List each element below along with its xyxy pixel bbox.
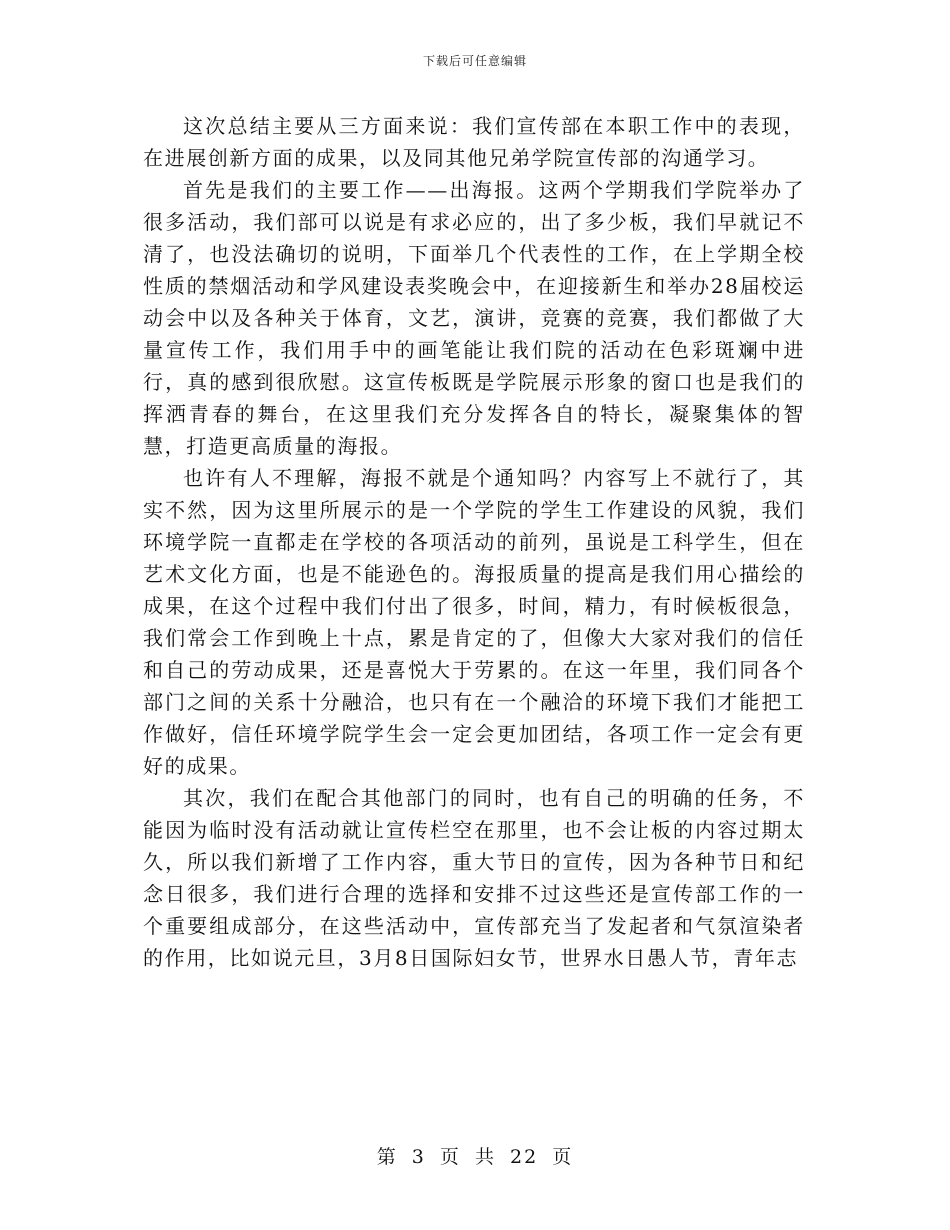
page-number-footer: 第 3 页 共 22 页 (376, 1146, 574, 1168)
page-header-note: 下载后可任意编辑 (422, 54, 527, 68)
document-body (143, 110, 805, 974)
paragraph-poster-quality: 也许有人不理解，海报不就是个通知吗？内容写上不就行了，其实不然，因为这里所展示的是一个学院的学生工作建设的风貌，我们环境学院一直都走在学校的各项活动的前列，虽说是工科学生，但在艺术文化方面，也是不能逊色的。海报质量的提高是我们用心描绘的成果，在这个过程中我们付出了很多，时间，精力，有时候板很急，我们常会工作到晚上十点，累是肯定的了，但像大大家对我们的信任和自己的劳动成果，还是喜悦大于劳累的。在这一年里，我们同各个部门之间的关系十分融洽，也只有在一个融洽的环境下我们才能把工作做好，信任环境学院学生会一定会更加团结，各项工作一定会有更好的成果。 (143, 466, 805, 778)
paragraph-summary-intro: 这次总结主要从三方面来说：我们宣传部在本职工作中的表现，在进展创新方面的成果，以及同其他兄弟学院宣传部的沟通学习。 (143, 114, 805, 170)
paragraph-posters-work: 首先是我们的主要工作——出海报。这两个学期我们学院举办了很多活动，我们部可以说是有求必应的，出了多少板，我们早就记不清了，也没法确切的说明，下面举几个代表性的工作，在上学期全校性质的禁烟活动和学风建设表奖晚会中，在迎接新生和举办28届校运动会中以及各种关于体育，文艺，演讲，竞赛的竞赛，我们都做了大量宣传工作，我们用手中的画笔能让我们院的活动在色彩斑斓中进行，真的感到很欣慰。这宣传板既是学院展示形象的窗口也是我们的挥洒青春的舞台，在这里我们充分发挥各自的特长，凝聚集体的智慧，打造更高质量的海报。 (143, 178, 805, 458)
paragraph-festival-publicity: 其次，我们在配合其他部门的同时，也有自己的明确的任务，不能因为临时没有活动就让宣传栏空在那里，也不会让板的内容过期太久，所以我们新增了工作内容，重大节日的宣传，因为各种节日和纪念日很多，我们进行合理的选择和安排不过这些还是宣传部工作的一个重要组成部分，在这些活动中，宣传部充当了发起者和气氛渲染者的作用，比如说元旦，3月8日国际妇女节，世界水日愚人节，青年志 (143, 786, 805, 970)
